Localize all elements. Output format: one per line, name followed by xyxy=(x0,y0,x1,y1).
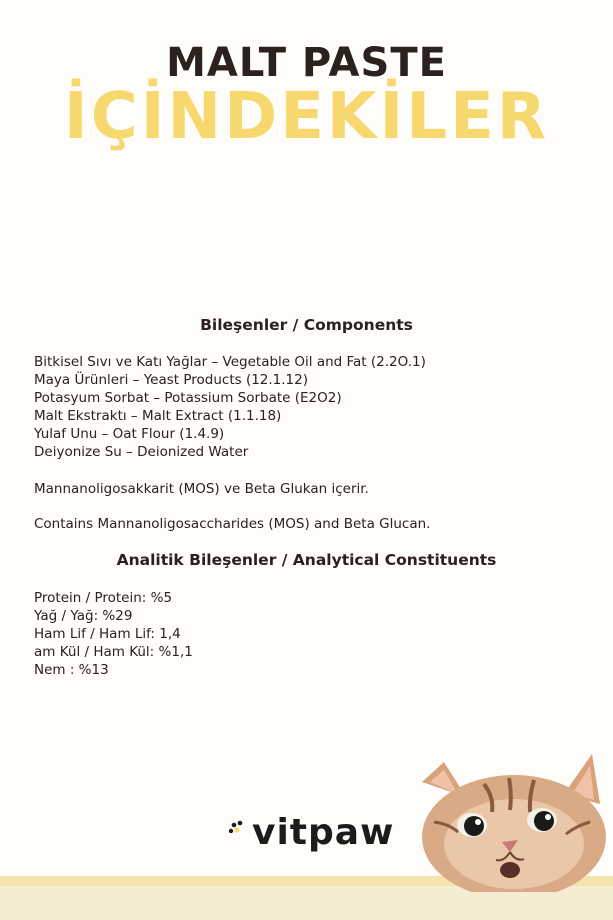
list-item: Potasyum Sorbat – Potassium Sorbate (E2O2) xyxy=(34,390,342,406)
list-item: Ham Lif / Ham Lif: 1,4 xyxy=(34,626,181,642)
brand-logo xyxy=(228,812,394,853)
list-item: Yulaf Unu – Oat Flour (1.4.9) xyxy=(34,426,225,442)
paw-icon xyxy=(228,820,250,846)
list-item: Malt Ekstraktı – Malt Extract (1.1.18) xyxy=(34,408,282,424)
analytical-heading: Analitik Bileşenler / Analytical Constituents xyxy=(116,551,497,569)
ingredients-title: İÇİNDEKİLER xyxy=(63,80,550,154)
brand-name: vitpaw xyxy=(252,812,395,853)
product-title: MALT PASTE xyxy=(166,40,447,86)
cat-illustration xyxy=(414,752,613,892)
list-item: Deiyonize Su – Deionized Water xyxy=(34,444,249,460)
mos-note-turkish: Mannanoligosakkarit (MOS) ve Beta Glukan içerir. xyxy=(34,481,369,497)
list-item: Maya Ürünleri – Yeast Products (12.1.12) xyxy=(34,372,309,388)
components-heading: Bileşenler / Components xyxy=(200,316,413,334)
list-item: Nem : %13 xyxy=(34,662,109,678)
list-item: am Kül / Ham Kül: %1,1 xyxy=(34,644,193,660)
mos-note-english: Contains Mannanoligosaccharides (MOS) and Beta Glucan. xyxy=(34,516,431,532)
list-item: Yağ / Yağ: %29 xyxy=(34,608,133,624)
list-item: Protein / Protein: %5 xyxy=(34,590,173,606)
list-item: Bitkisel Sıvı ve Katı Yağlar – Vegetable Oil and Fat (2.2O.1) xyxy=(34,354,426,370)
components-list xyxy=(34,353,594,461)
analytical-list xyxy=(34,589,594,679)
